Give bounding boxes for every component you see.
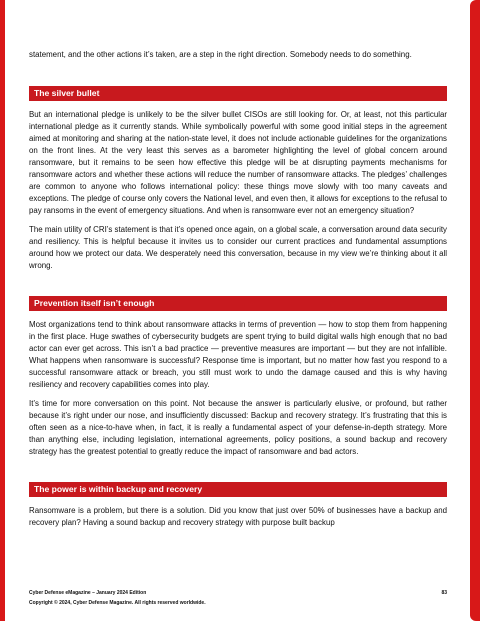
paragraph-prevention-1: Most organizations tend to think about ransomware attacks in terms of prevention — how to stop them from happening in the first place. Huge swathes of cybersecurity budgets are spent trying to build digital walls high enough that no bad actor can ever get across. This isn’t a bad practice — preventive measures are important — but they are not infallible. What happens when ransomware is successful? Response time is important, but no matter how fast you respond to a successful ransomware attack or breach, you still must work to undo the damage caused and this is why having resiliency and recovery capabilities comes into play. [29,320,447,389]
paragraph-intro: statement, and the other actions it’s taken, are a step in the right direction. Somebody needs to do something. [29,50,412,59]
page-footer [29,588,447,608]
paragraph-silver-1: But an international pledge is unlikely to be the silver bullet CISOs are still looking for. Or, at least, not this particular international pledge as it currently stands. While symbolically powerful with some good initial steps in the agreement aimed at monitoring and sharing at the nation-state level, it does not include actionable guidelines for the organizations on the front lines. At the very least this serves as a barometer highlighting the level of global concern around ransomware, but it remains to be seen how effective this pledge will be at disrupting payments mechanisms for ransomware actors and whether these actions will reduce the number of ransomware attacks. The pledges’ challenges are common to anyone who follows international policy: these things move slowly with too many caveats and exceptions. The pledge of course only covers the National level, and even then, it allows for exceptions to the refusal to pay ransoms in the event of emergency situations. And when is ransomware ever not an emergency situation? [29,110,447,215]
section-heading-silver-bullet: The silver bullet [29,86,447,101]
paragraph-power-1: Ransomware is a problem, but there is a solution. Did you know that just over 50% of businesses have a backup and recovery plan? Having a sound backup and recovery strategy with purpose built backup [29,506,447,527]
footer-edition: Cyber Defense eMagazine – January 2024 Edition [29,590,147,596]
paragraph-prevention-2: It’s time for more conversation on this point. Not because the answer is particularly elusive, or profound, but rather because it’s right under our nose, and insufficiently discussed: Backup and recovery strategy. It’s frustrating that this is often seen as a nice-to-have when, in fact, it is really a fundamental aspect of your defense-in-depth strategy. More than anything else, including legislation, international agreements, policy positions, a sound backup and recovery strategy has the greatest potential to greatly reduce the impact of ransomware and bad actors. [29,399,447,456]
page-number: 83 [441,590,447,596]
article-body [29,49,447,529]
paragraph-silver-2: The main utility of CRI’s statement is that it’s opened once again, on a global scale, a conversation around data security and resiliency. This is helpful because it invites us to consider our current practices and fundamental assumptions around how we protect our data. We desperately need this conversation, because in my view we’re thinking about it all wrong. [29,225,447,270]
right-edge-tab [470,0,480,621]
left-edge-stripe [0,0,5,621]
section-heading-prevention: Prevention itself isn’t enough [29,296,447,311]
footer-copyright: Copyright © 2024, Cyber Defense Magazine. All rights reserved worldwide. [29,600,206,606]
section-heading-backup-recovery: The power is within backup and recovery [29,482,447,497]
